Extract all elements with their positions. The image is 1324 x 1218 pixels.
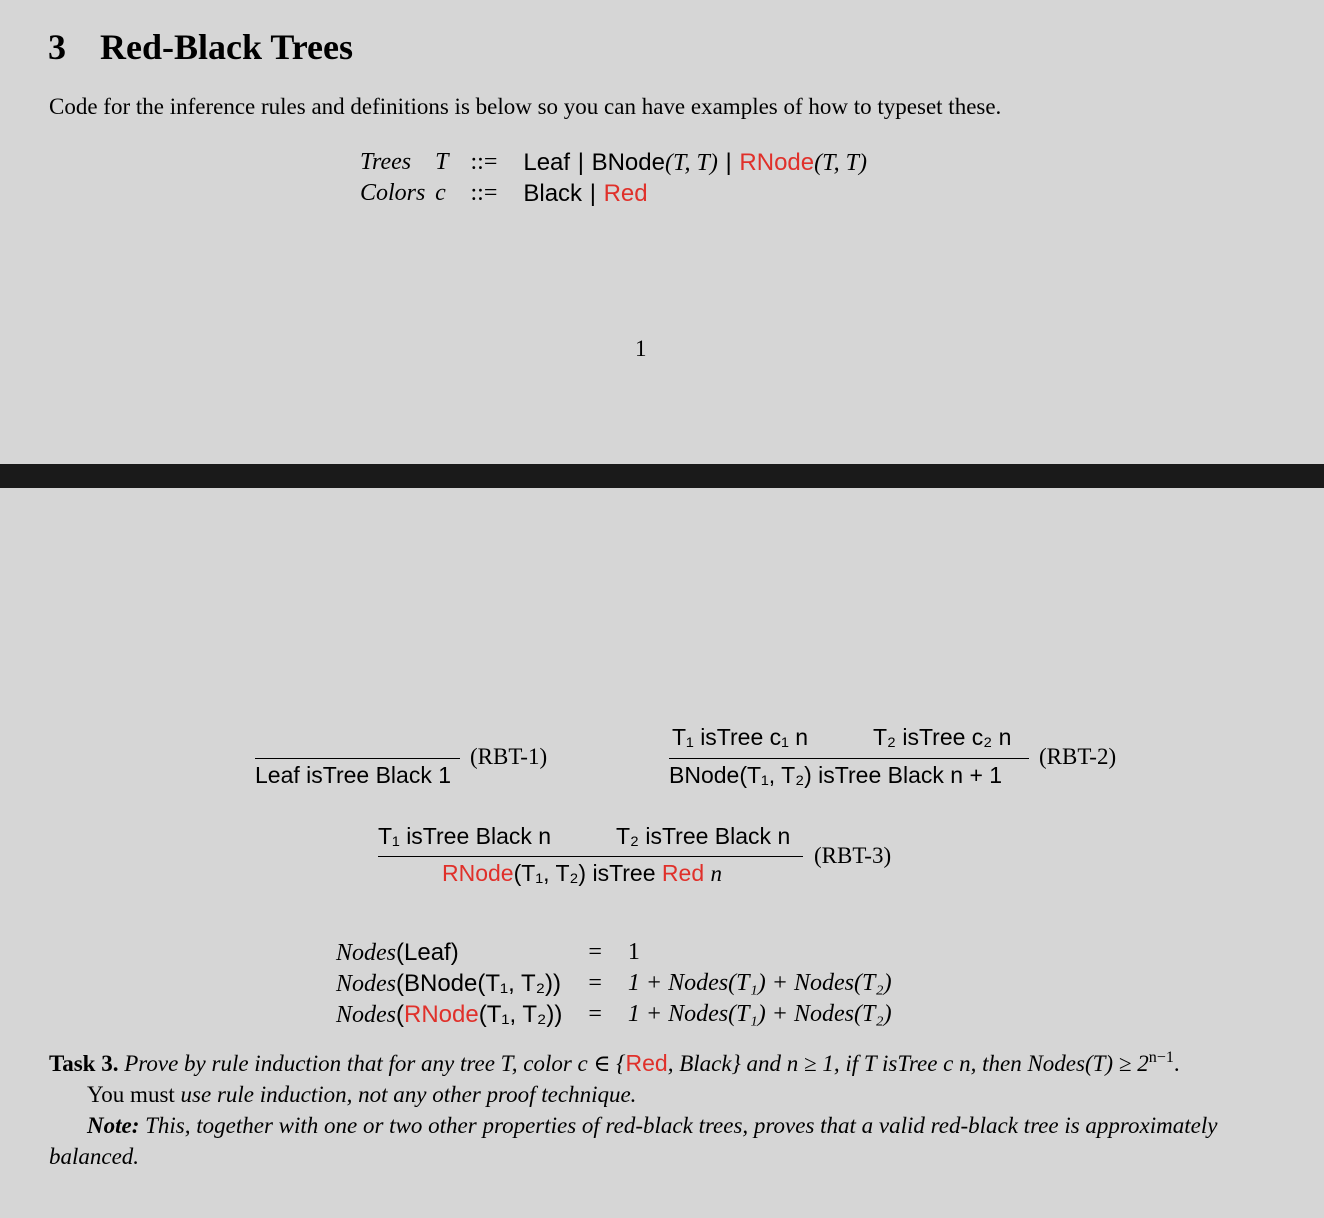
grammar-bar: |: [577, 149, 584, 176]
grammar-trees-op: ::=: [470, 149, 498, 175]
grammar-trees-var: T: [435, 149, 449, 175]
task-note: [49, 1110, 1239, 1172]
grammar-colors-alts: [523, 178, 867, 209]
rule-rbt-1-conclusion: Leaf isTree Black 1: [255, 762, 452, 788]
rule-rbt-2-label: (RBT-2): [1039, 744, 1117, 769]
page-number: 1: [635, 336, 647, 361]
nodes-rhs: 1 + Nodes(T₁) + Nodes(T₂): [627, 1001, 892, 1027]
nodes-lhs: [336, 968, 588, 999]
rule-rbt-3-premise-1: T₁ isTree Black n: [378, 823, 552, 849]
nodes-definition: [336, 937, 892, 1030]
grammar-colors-name: Colors: [360, 180, 426, 206]
task-label: Task 3.: [49, 1051, 119, 1076]
intro-text: Code for the inference rules and definitions is below so you can have examples of how to typeset these.: [49, 94, 1002, 119]
nodes-lhs-arg: (BNode(T₁, T₂)): [396, 970, 561, 997]
nodes-row: [336, 999, 892, 1030]
grammar-trees-bnode: BNode: [591, 149, 665, 176]
grammar-trees-bnode-args: (T, T): [664, 150, 718, 176]
rule-rbt-2-line: [669, 758, 1029, 759]
task-must: [49, 1079, 1239, 1110]
grammar-colors-black: Black: [523, 180, 583, 207]
rule-rbt-3-rnode: RNode: [442, 860, 514, 886]
rule-rbt-3-line: [378, 856, 803, 857]
nodes-lhs-arg: (Leaf): [396, 939, 459, 966]
nodes-rhs: 1 + Nodes(T₁) + Nodes(T₂): [627, 970, 892, 996]
task-red: Red: [625, 1050, 668, 1076]
nodes-lhs: Nodes(RNode(T₁, T₂)): [336, 1001, 563, 1028]
task-exp: n−1: [1148, 1049, 1174, 1067]
section-number: 3: [48, 27, 66, 67]
nodes-lhs-rest: (T₁, T₂)): [478, 1001, 563, 1028]
rule-rbt-3-color: Red: [661, 860, 705, 886]
nodes-row: [336, 937, 892, 968]
rule-rbt-1-label: (RBT-1): [470, 744, 548, 769]
grammar-trees-alts: [523, 147, 867, 178]
task-note-label: Note:: [87, 1113, 140, 1138]
nodes-lhs: [336, 937, 588, 968]
grammar-colors-red: Red: [603, 180, 648, 207]
grammar-colors-op: ::=: [470, 180, 498, 206]
task-statement-c: .: [1173, 1051, 1180, 1076]
task-must-a: You must: [87, 1082, 181, 1107]
grammar-row-colors: [360, 178, 867, 209]
task-statement: [49, 1048, 1239, 1079]
rule-rbt-3-label: (RBT-3): [814, 843, 892, 868]
section-heading: [48, 26, 353, 68]
rule-rbt-3-conclusion: [442, 860, 722, 887]
rule-rbt-3-premise-2: T₂ isTree Black n: [616, 823, 791, 849]
nodes-eq: =: [588, 1001, 602, 1027]
nodes-fn: Nodes: [336, 971, 396, 997]
nodes-eq: =: [588, 970, 602, 996]
rule-rbt-2-premise-2: T₂ isTree c₂ n: [873, 724, 1012, 750]
nodes-row: [336, 968, 892, 999]
grammar-trees-name: Trees: [360, 149, 412, 175]
task-statement-b: , Black} and n ≥ 1, if T isTree c n, then Nodes(T) ≥ 2: [667, 1051, 1149, 1076]
rule-rbt-3-n: n: [710, 861, 723, 886]
grammar-row-trees: [360, 147, 867, 178]
page-separator: [0, 464, 1324, 488]
rule-rbt-1-line: [255, 758, 460, 759]
nodes-lhs-rnode: RNode: [404, 1001, 479, 1028]
grammar-colors-var: c: [435, 180, 446, 206]
task-block: [49, 1048, 1239, 1172]
grammar-trees-rnode-args: (T, T): [814, 150, 868, 176]
grammar-bar: |: [725, 149, 732, 176]
section-title: Red-Black Trees: [100, 27, 353, 67]
nodes-fn: Nodes: [336, 940, 396, 966]
grammar-table: [360, 147, 867, 209]
task-note-text: This, together with one or two other properties of red-black trees, proves that a valid red-black tree is approximately balanced.: [49, 1113, 1218, 1169]
task-must-b: use rule induction, not any other proof technique.: [180, 1082, 637, 1107]
nodes-rhs: 1: [627, 939, 640, 965]
grammar-bar: |: [589, 180, 596, 207]
grammar-trees-leaf: Leaf: [523, 149, 571, 176]
task-statement-a: Prove by rule induction that for any tree T, color c ∈ {: [124, 1051, 626, 1076]
nodes-fn: Nodes: [336, 1002, 396, 1028]
nodes-eq: =: [588, 939, 602, 965]
grammar-trees-rnode: RNode: [739, 149, 815, 176]
rule-rbt-3-args: (T₁, T₂) isTree: [513, 860, 656, 886]
rule-rbt-2-premise-1: T₁ isTree c₁ n: [672, 724, 809, 750]
rule-rbt-2-conclusion: BNode(T₁, T₂) isTree Black n + 1: [669, 762, 1003, 788]
